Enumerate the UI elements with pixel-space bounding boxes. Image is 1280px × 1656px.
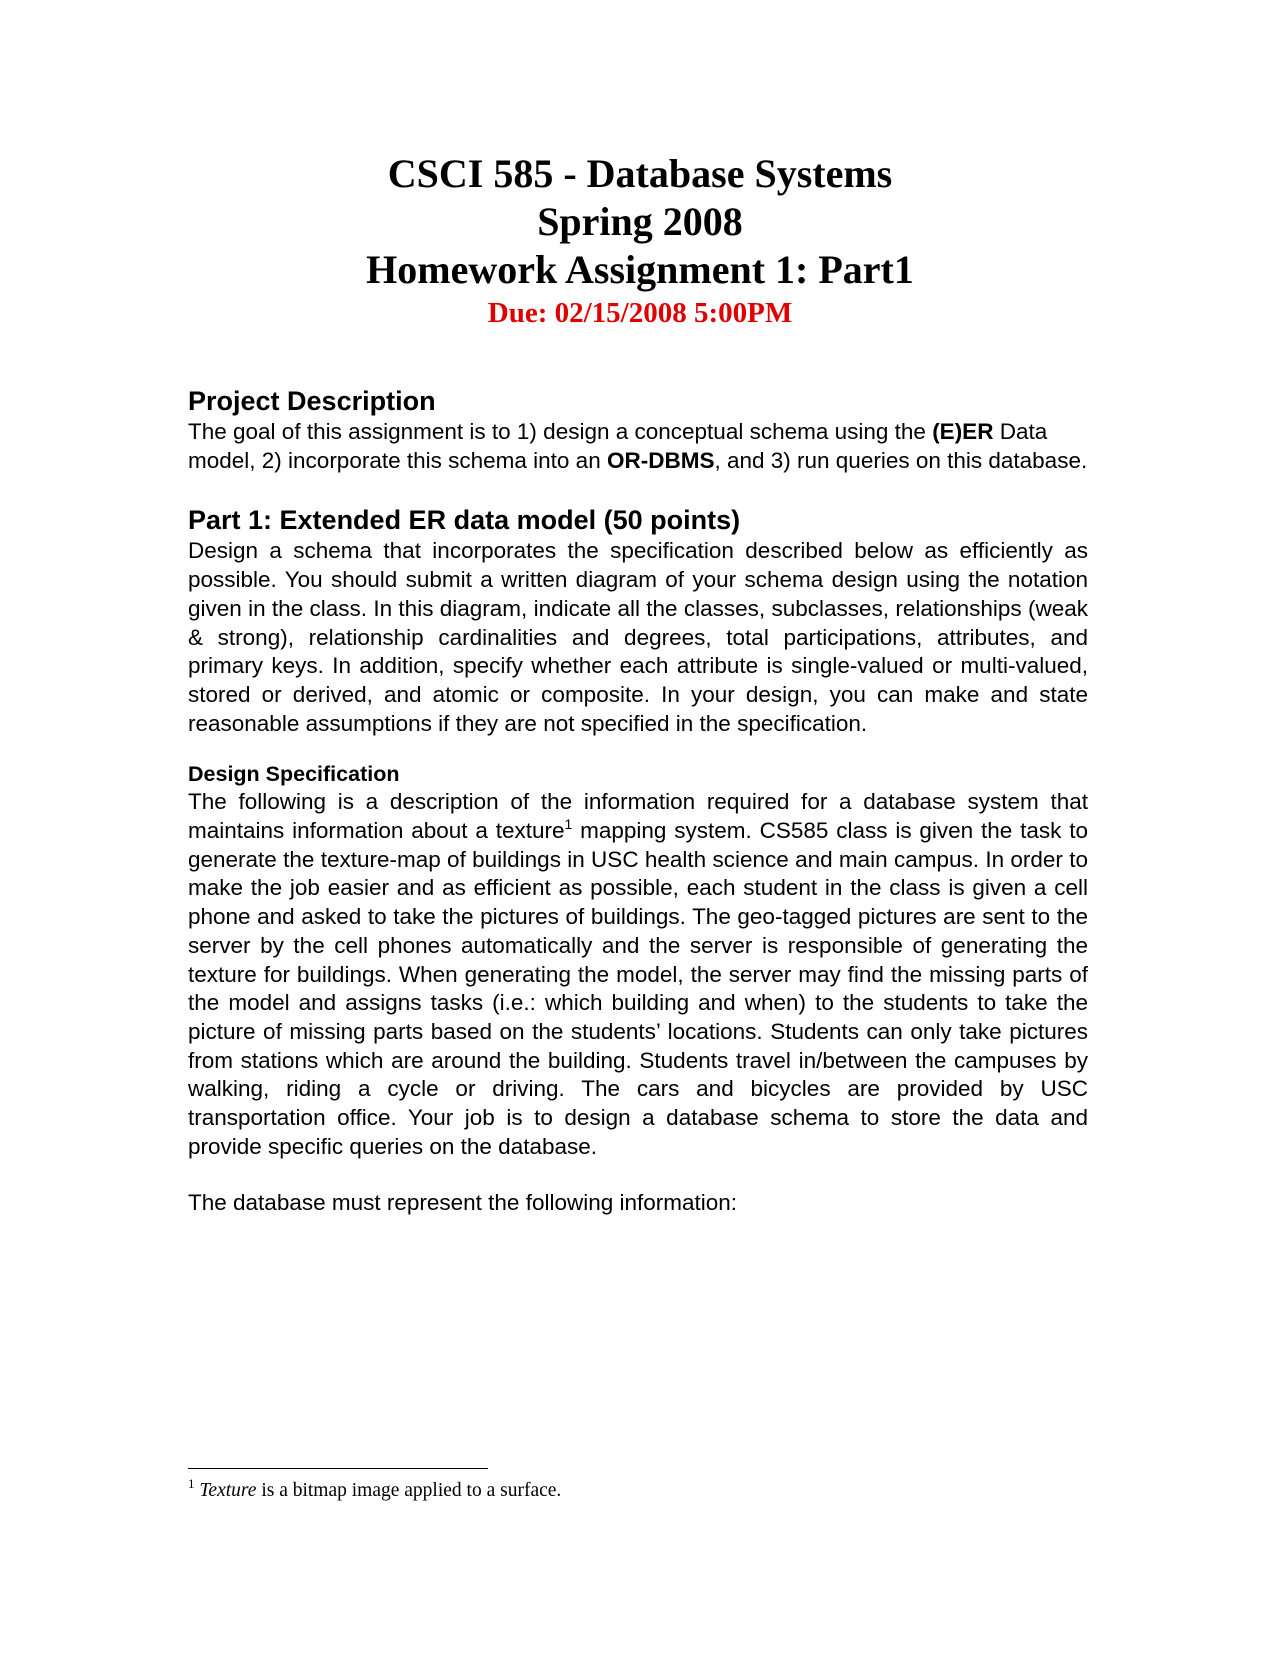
project-description-text <box>188 418 1088 475</box>
footnote-term: Texture <box>199 1480 257 1501</box>
project-description-bold-ordbms: OR-DBMS <box>606 447 715 473</box>
assignment-title: Homework Assignment 1: Part1 <box>366 247 914 292</box>
footnote-reference: 1 <box>564 816 573 833</box>
design-spec-text-2: mapping system. CS585 class is given the task to generate the texture-map of buildings in USC health science and main campus. In order to make the job easier and as efficient as possible, each student in the class is given a cell phone and asked to take the pictures of buildings. The geo-tagged pictures are sent to the server by the cell phones automatically and the server is responsible of generating the texture for buildings. When generating the model, the server may find the missing parts of the model and assigns tasks (i.e.: which building and when) to the students to take the picture of missing parts based on the students’ locations. Students can only take pictures from stations which are around the building. Students travel in/between the campuses by walking, riding a cycle or driving. The cars and bicycles are provided by USC transportation office. Your job is to design a database schema to store the data and provide specific queries on the database. <box>188 818 1088 1159</box>
part1-heading: Part 1: Extended ER data model (50 points) <box>188 505 741 536</box>
term-title: Spring 2008 <box>537 199 743 244</box>
design-spec-closing: The database must represent the following information: <box>188 1190 738 1216</box>
part1-body: Design a schema that incorporates the specification described below as efficiently as possible. You should submit a written diagram of your schema design using the notation given in the class. In this diagram, indicate all the classes, subclasses, relationships (weak & strong), relationship cardinalities and degrees, total participations, attributes, and primary keys. In addition, specify whether each attribute is single-valued or multi-valued, stored or derived, and atomic or composite. In your design, you can make and state reasonable assumptions if they are not specified in the specification. <box>188 538 1088 736</box>
footnote-number: 1 <box>188 1476 195 1491</box>
footnote-text: is a bitmap image applied to a surface. <box>256 1480 562 1501</box>
footnote-divider <box>188 1468 488 1469</box>
course-title: CSCI 585 - Database Systems <box>387 151 893 196</box>
project-description-text-3: , and 3) run queries on this database. <box>714 447 1088 473</box>
due-date: Due: 02/15/2008 5:00PM <box>487 297 793 329</box>
design-spec-heading: Design Specification <box>188 762 400 787</box>
footnote <box>188 1478 561 1504</box>
title-block <box>0 150 1280 332</box>
project-description-text-2: Data model, 2) incorporate this schema into an <box>188 419 1048 473</box>
document-body <box>188 384 1088 1218</box>
project-description-heading: Project Description <box>188 386 436 416</box>
project-description-bold-eer: (E)ER <box>932 419 994 444</box>
design-spec-text-1: The following is a description of the information required for a database system that maintains information about a texture <box>188 789 1088 844</box>
project-description-text-1: The goal of this assignment is to 1) design a conceptual schema using the <box>188 419 933 444</box>
design-spec-body <box>188 788 1088 1161</box>
